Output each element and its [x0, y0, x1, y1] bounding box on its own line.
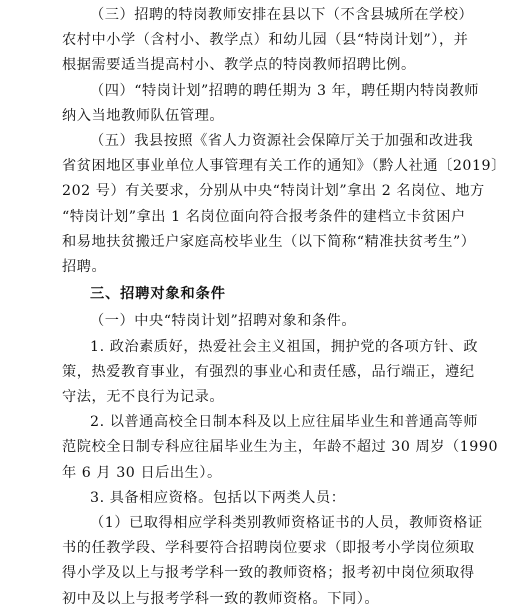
paragraph-3-line-2: 农村中小学（含村小、教学点）和幼儿园（县“特岗计划”），并	[62, 32, 469, 48]
condition-1-line-3: 守法，无不良行为记录。	[62, 389, 225, 405]
qualification-1-line-4: 初中及以上与报考学科一致的教师资格。下同）。	[62, 591, 380, 607]
condition-1-line-2: 策，热爱教育事业，有强烈的事业心和责任感，品行端正，遵纪	[62, 364, 475, 380]
qualification-1-line-2: 书的任教学段、学科要符合招聘岗位要求（即报考小学岗位须取	[62, 540, 475, 556]
paragraph-5-line-2: 省贫困地区事业单位人事管理有关工作的通知》（黔人社通〔2019〕	[62, 158, 506, 174]
condition-3-line-1: 3. 具备相应资格。包括以下两类人员：	[90, 490, 346, 506]
paragraph-3-line-1: （三）招聘的特岗教师安排在县以下（不含县城所在学校）	[90, 7, 474, 23]
paragraph-3-line-3: 根据需要适当提高村小、教学点的特岗教师招聘比例。	[62, 57, 416, 73]
condition-2-line-3: 年 6 月 30 日后出生）。	[62, 465, 222, 481]
paragraph-4-line-1: （四）“特岗计划”招聘的聘任期为 3 年，聘任期内特岗教师	[90, 83, 480, 99]
condition-1-line-1: 1. 政治素质好，热爱社会主义祖国，拥护党的各项方针、政	[90, 339, 479, 355]
qualification-1-line-3: 得小学及以上与报考学科一致的教师资格；报考初中岗位须取得	[62, 565, 475, 581]
condition-2-line-1: 2. 以普通高校全日制本科及以上应往届毕业生和普通高等师	[90, 414, 479, 430]
paragraph-5-line-4: “特岗计划”拿出 1 名岗位面向符合报考条件的建档立卡贫困户	[62, 209, 466, 225]
paragraph-5-line-1: （五）我县按照《省人力资源社会保障厅关于加强和改进我	[90, 133, 474, 149]
paragraph-4-line-2: 纳入当地教师队伍管理。	[62, 108, 225, 124]
subsection-heading: （一）中央“特岗计划”招聘对象和条件。	[90, 313, 357, 329]
section-heading: 三、招聘对象和条件	[90, 286, 226, 302]
paragraph-5-line-5: 和易地扶贫搬迁户家庭高校毕业生（以下简称“精准扶贫考生”）	[62, 234, 476, 250]
paragraph-5-line-3: 202 号）有关要求，分别从中央“特岗计划”拿出 2 名岗位、地方	[62, 183, 485, 199]
paragraph-5-line-6: 招聘。	[62, 259, 107, 275]
condition-2-line-2: 范院校全日制专科应往届毕业生为主，年龄不超过 30 周岁（1990	[62, 439, 499, 455]
qualification-1-line-1: （1）已取得相应学科类别教师资格证书的人员，教师资格证	[90, 515, 483, 531]
